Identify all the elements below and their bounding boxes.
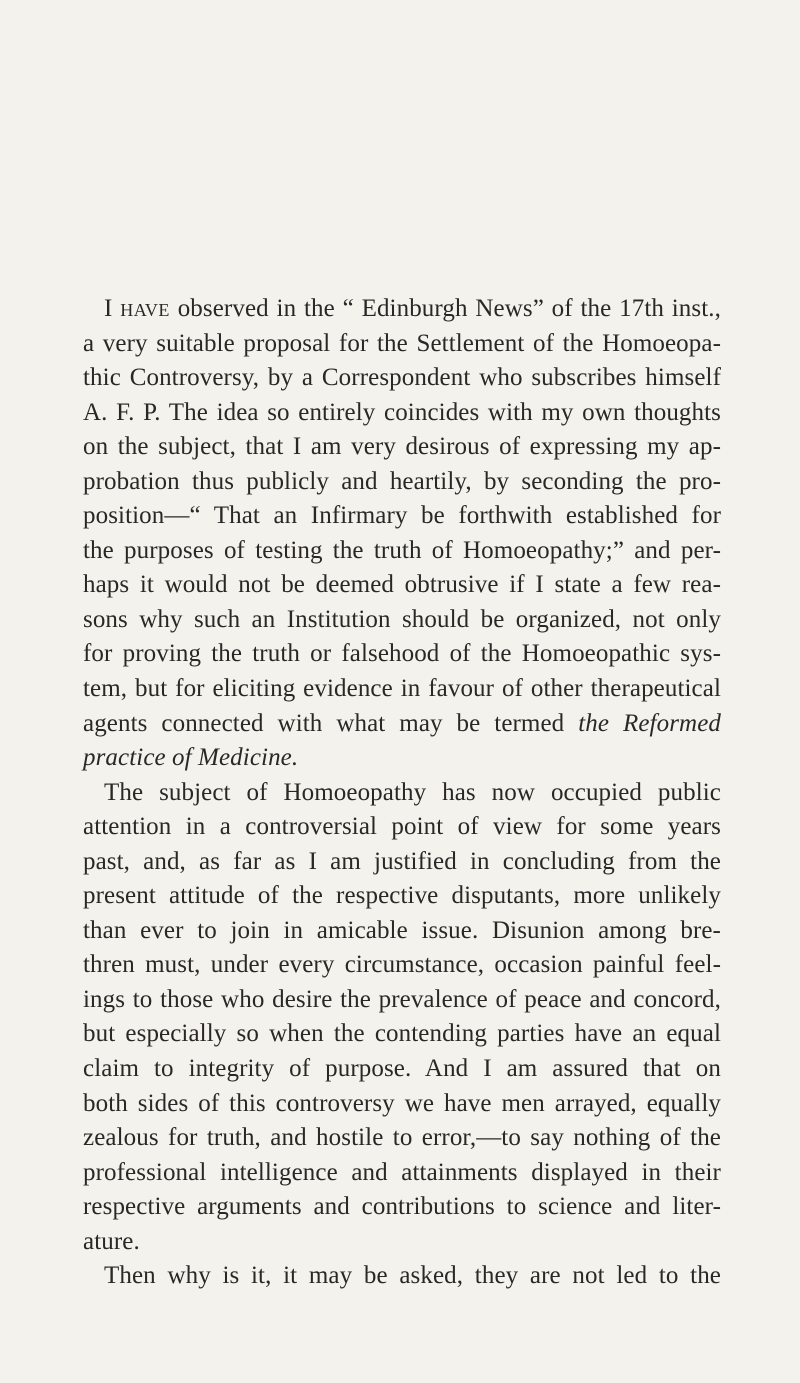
text-line: than ever to join in amicable issue. Disunion among bre- [83, 916, 721, 944]
text-line: past, and, as far as I am justified in concluding from the [83, 847, 721, 875]
text-line: claim to integrity of purpose. And I am assured that on [83, 1055, 721, 1083]
text-line: a very suitable proposal for the Settlement of the Homoeopa- [83, 329, 721, 357]
text-line: present attitude of the respective disputants, more unlikely [83, 882, 721, 910]
text-line: ature. [83, 1227, 140, 1255]
text-line: thren must, under every circumstance, occasion painful feel- [83, 951, 721, 979]
paragraph-3 [83, 1259, 721, 1294]
text-line: zealous for truth, and hostile to error,—to say nothing of the [83, 1124, 721, 1152]
text-line: Then why is it, it may be asked, they are not led to the [104, 1262, 721, 1290]
text-line: thic Controversy, by a Correspondent who subscribes himself [83, 364, 721, 392]
text-line-mixed [83, 707, 721, 742]
text-line: position—“ That an Infirmary be forthwith established for [83, 502, 721, 530]
text-line: respective arguments and contributions to science and liter- [83, 1193, 721, 1221]
text-line: both sides of this controversy we have men arrayed, equally [83, 1089, 721, 1117]
text-line: A. F. P. The idea so entirely coincides with my own thoughts [83, 398, 721, 426]
text-line: The subject of Homoeopathy has now occupied public [104, 778, 721, 806]
italic-line: practice of Medicine. [83, 744, 299, 772]
text-line: professional intelligence and attainments displayed in their [83, 1158, 721, 1186]
lead-small-caps: have [120, 295, 170, 322]
text-line: ings to those who desire the prevalence of peace and concord, [83, 985, 721, 1013]
text-line: haps it would not be deemed obtrusive if I state a few rea- [83, 571, 721, 599]
text-line: tem, but for eliciting evidence in favour of other therapeutical [83, 675, 721, 703]
text-line: sons why such an Institution should be organized, not only [83, 605, 721, 633]
text-line: for proving the truth or falsehood of the Homoeopathic sys- [83, 640, 721, 668]
italic-text: the Reformed [578, 709, 721, 737]
paragraph-1-line-1 [83, 292, 721, 327]
text-line: attention in a controversial point of view for some years [83, 813, 721, 841]
body-text [83, 292, 721, 1294]
paragraph-2 [83, 776, 721, 1260]
paragraph-1 [83, 292, 721, 776]
text-line: the purposes of testing the truth of Homoeopathy;” and per- [83, 536, 721, 564]
text-line: probation thus publicly and heartily, by seconding the pro- [83, 467, 721, 495]
plain-text: agents connected with what may be termed [83, 709, 565, 737]
text-line: on the subject, that I am very desirous of expressing my ap- [83, 433, 721, 461]
lead-capital: I [104, 295, 113, 322]
text-line: but especially so when the contending parties have an equal [83, 1020, 721, 1048]
line-1-text: observed in the “ Edinburgh News” of the 17th inst., [177, 295, 721, 322]
